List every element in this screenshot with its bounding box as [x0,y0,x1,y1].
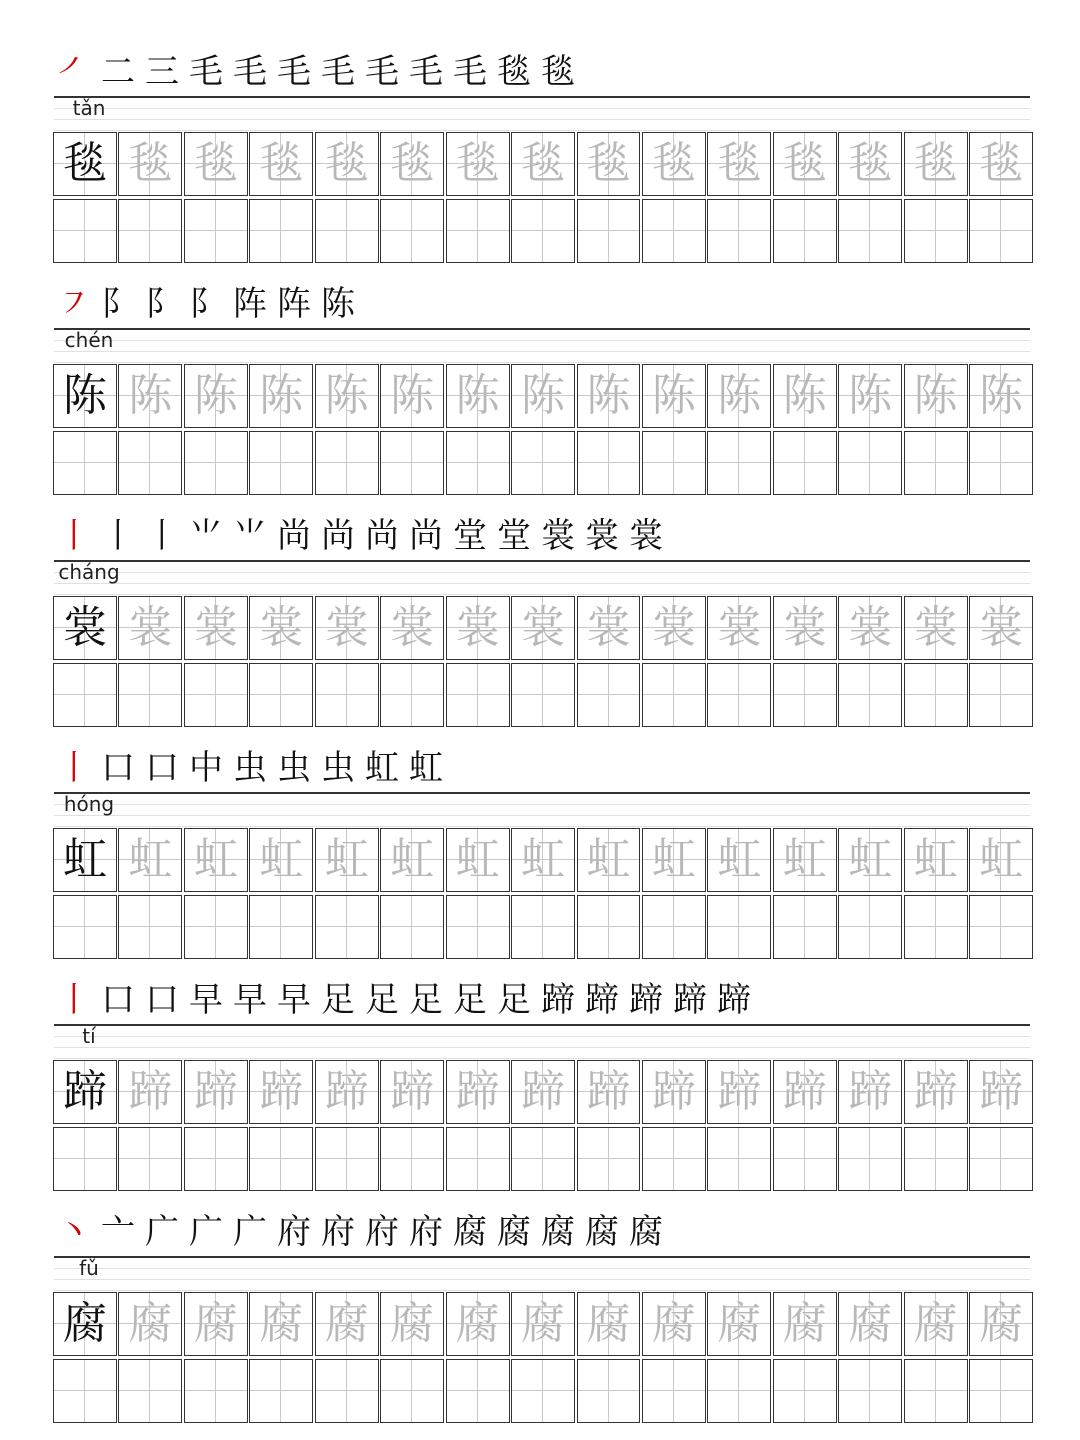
practice-cell[interactable] [773,1127,837,1191]
practice-cell[interactable] [838,895,902,959]
practice-cell[interactable] [707,1359,771,1423]
trace-character[interactable]: 蹄 [446,1060,510,1124]
practice-cell[interactable] [773,663,837,727]
practice-cell[interactable] [380,1127,444,1191]
trace-character[interactable]: 虹 [773,828,837,892]
stroke-step: 丶 [57,1212,91,1252]
practice-cell[interactable] [511,663,575,727]
practice-cell[interactable] [577,431,641,495]
trace-character[interactable]: 虹 [577,828,641,892]
stroke-step: 毯 [497,52,531,92]
trace-character[interactable]: 陈 [380,364,444,428]
trace-character[interactable]: 虹 [380,828,444,892]
trace-character[interactable]: 毯 [249,132,313,196]
trace-character[interactable]: 蹄 [642,1060,706,1124]
stroke-step: 早 [233,980,267,1020]
practice-cell[interactable] [118,1359,182,1423]
character-section [0,742,1080,974]
trace-character[interactable]: 蹄 [577,1060,641,1124]
trace-character[interactable]: 虹 [511,828,575,892]
trace-character[interactable]: 毯 [577,132,641,196]
practice-cell[interactable] [118,199,182,263]
stroke-step: 毛 [233,52,267,92]
practice-cell[interactable] [511,431,575,495]
practice-cell[interactable] [969,895,1033,959]
stroke-step: 阝 [101,284,135,324]
practice-cell[interactable] [969,663,1033,727]
stroke-step: 堂 [453,516,487,556]
trace-character[interactable]: 裳 [511,596,575,660]
stroke-step: 阝 [145,284,179,324]
practice-cell[interactable] [904,1127,968,1191]
trace-character[interactable]: 蹄 [184,1060,248,1124]
stroke-step: 丨 [57,516,91,556]
pinyin-line [54,560,1030,597]
trace-character[interactable]: 蹄 [904,1060,968,1124]
trace-character[interactable]: 腐 [707,1292,771,1356]
trace-character[interactable]: 腐 [773,1292,837,1356]
stroke-step: 蹄 [673,980,707,1020]
trace-character[interactable]: 毯 [642,132,706,196]
stroke-step: 蹄 [585,980,619,1020]
stroke-step: 阵 [277,284,311,324]
stroke-step: 丨 [57,748,91,788]
stroke-step: 虹 [409,748,443,788]
practice-cell[interactable] [642,199,706,263]
practice-cell[interactable] [380,431,444,495]
practice-cell[interactable] [53,1359,117,1423]
stroke-step: 足 [365,980,399,1020]
stroke-order-sequence [54,46,1014,98]
trace-character[interactable]: 裳 [249,596,313,660]
practice-cell[interactable] [577,895,641,959]
stroke-step: 尚 [277,516,311,556]
practice-cell[interactable] [118,663,182,727]
trace-character[interactable]: 陈 [707,364,771,428]
pinyin-label: hóng [63,792,115,816]
practice-cell[interactable] [642,895,706,959]
practice-cell[interactable] [511,895,575,959]
trace-character[interactable]: 裳 [838,596,902,660]
trace-character[interactable]: 虹 [249,828,313,892]
trace-character[interactable]: 腐 [315,1292,379,1356]
stroke-step: 裳 [629,516,663,556]
trace-character[interactable]: 蹄 [511,1060,575,1124]
trace-character[interactable]: 裳 [642,596,706,660]
stroke-order-sequence [54,974,1014,1026]
stroke-order-sequence [54,1206,1014,1258]
stroke-step: 口 [145,748,179,788]
trace-character[interactable]: 陈 [249,364,313,428]
practice-cell[interactable] [118,895,182,959]
trace-character[interactable]: 毯 [838,132,902,196]
stroke-step: 腐 [585,1212,619,1252]
practice-cell[interactable] [904,663,968,727]
trace-character[interactable]: 陈 [511,364,575,428]
stroke-step: 中 [189,748,223,788]
practice-cell[interactable] [249,1127,313,1191]
trace-character[interactable]: 陈 [773,364,837,428]
trace-character[interactable]: 毯 [511,132,575,196]
pinyin-line [54,96,1030,133]
practice-cell[interactable] [773,1359,837,1423]
stroke-step: 尚 [321,516,355,556]
trace-character[interactable]: 虹 [184,828,248,892]
stroke-step: 府 [277,1212,311,1252]
practice-cell[interactable] [380,199,444,263]
stroke-step: 二 [101,52,135,92]
practice-cell[interactable] [249,199,313,263]
practice-cell[interactable] [707,663,771,727]
trace-character[interactable]: 蹄 [773,1060,837,1124]
stroke-step: ㇒ [57,52,91,92]
model-character: 毯 [53,132,117,196]
stroke-step: 陈 [321,284,355,324]
trace-character[interactable]: 陈 [118,364,182,428]
trace-character[interactable]: 虹 [969,828,1033,892]
practice-cell[interactable] [53,895,117,959]
stroke-order-sequence [54,278,1014,330]
stroke-step: 腐 [497,1212,531,1252]
practice-cell[interactable] [315,895,379,959]
model-row [53,1292,1033,1356]
practice-cell[interactable] [184,663,248,727]
pinyin-line [54,1024,1030,1061]
stroke-step: 口 [101,748,135,788]
stroke-step: 广 [233,1212,267,1252]
stroke-step: ⺌ [189,516,223,556]
trace-character[interactable]: 裳 [315,596,379,660]
stroke-step: 虫 [277,748,311,788]
practice-cell[interactable] [642,663,706,727]
practice-row [53,1359,1033,1423]
practice-cell[interactable] [773,431,837,495]
character-section [0,278,1080,510]
practice-cell[interactable] [446,895,510,959]
stroke-step: 裳 [585,516,619,556]
practice-cell[interactable] [838,663,902,727]
practice-cell[interactable] [53,199,117,263]
practice-cell[interactable] [53,663,117,727]
practice-cell[interactable] [577,199,641,263]
stroke-step: 府 [321,1212,355,1252]
practice-cell[interactable] [642,431,706,495]
stroke-step: 早 [189,980,223,1020]
practice-cell[interactable] [969,431,1033,495]
stroke-step: 毯 [541,52,575,92]
trace-character[interactable]: 虹 [315,828,379,892]
practice-cell[interactable] [969,1359,1033,1423]
stroke-step: 虹 [365,748,399,788]
stroke-step: 阝 [189,284,223,324]
practice-cell[interactable] [249,663,313,727]
pinyin-label: cháng [58,560,120,584]
practice-cell[interactable] [315,663,379,727]
practice-cell[interactable] [446,663,510,727]
practice-row [53,199,1033,263]
trace-character[interactable]: 腐 [118,1292,182,1356]
practice-cell[interactable] [904,199,968,263]
practice-cell[interactable] [904,1359,968,1423]
trace-character[interactable]: 陈 [184,364,248,428]
stroke-step: 早 [277,980,311,1020]
stroke-step: 尚 [409,516,443,556]
trace-character[interactable]: 蹄 [838,1060,902,1124]
practice-cell[interactable] [904,431,968,495]
stroke-step: 毛 [189,52,223,92]
pinyin-line [54,328,1030,365]
stroke-step: 虫 [233,748,267,788]
stroke-step: 毛 [409,52,443,92]
trace-character[interactable]: 陈 [904,364,968,428]
practice-cell[interactable] [380,895,444,959]
trace-character[interactable]: 裳 [969,596,1033,660]
trace-character[interactable]: 蹄 [969,1060,1033,1124]
trace-character[interactable]: 虹 [118,828,182,892]
practice-cell[interactable] [249,1359,313,1423]
stroke-step: 腐 [541,1212,575,1252]
practice-row [53,1127,1033,1191]
trace-character[interactable]: 毯 [904,132,968,196]
trace-character[interactable]: 裳 [380,596,444,660]
trace-character[interactable]: 裳 [118,596,182,660]
trace-character[interactable]: 腐 [511,1292,575,1356]
stroke-step: 腐 [453,1212,487,1252]
trace-character[interactable]: 毯 [446,132,510,196]
character-section [0,1206,1080,1438]
practice-cell[interactable] [118,1127,182,1191]
stroke-step: 广 [145,1212,179,1252]
trace-character[interactable]: 毯 [380,132,444,196]
practice-cell[interactable] [380,1359,444,1423]
stroke-step: 蹄 [541,980,575,1020]
stroke-step: 堂 [497,516,531,556]
stroke-step: 丨 [145,516,179,556]
pinyin-label: chén [64,328,114,352]
pinyin-label: tǎn [72,96,106,120]
practice-cell[interactable] [577,1127,641,1191]
practice-cell[interactable] [184,1127,248,1191]
stroke-step: 足 [321,980,355,1020]
practice-cell[interactable] [707,1127,771,1191]
practice-cell[interactable] [380,663,444,727]
stroke-step: 毛 [453,52,487,92]
model-row [53,828,1033,892]
stroke-step: 阵 [233,284,267,324]
practice-cell[interactable] [838,1127,902,1191]
trace-character[interactable]: 虹 [838,828,902,892]
trace-character[interactable]: 裳 [446,596,510,660]
practice-cell[interactable] [642,1127,706,1191]
trace-character[interactable]: 腐 [642,1292,706,1356]
pinyin-line [54,792,1030,829]
trace-character[interactable]: 裳 [577,596,641,660]
trace-character[interactable]: 蹄 [249,1060,313,1124]
practice-cell[interactable] [511,1359,575,1423]
trace-character[interactable]: 裳 [184,596,248,660]
trace-character[interactable]: 陈 [838,364,902,428]
practice-cell[interactable] [184,895,248,959]
stroke-step: 广 [189,1212,223,1252]
trace-character[interactable]: 腐 [904,1292,968,1356]
stroke-step: 足 [453,980,487,1020]
trace-character[interactable]: 陈 [315,364,379,428]
practice-cell[interactable] [446,199,510,263]
trace-character[interactable]: 腐 [446,1292,510,1356]
stroke-step: 亠 [101,1212,135,1252]
practice-cell[interactable] [446,431,510,495]
practice-row [53,663,1033,727]
practice-row [53,895,1033,959]
stroke-step: 虫 [321,748,355,788]
practice-cell[interactable] [315,1127,379,1191]
practice-cell[interactable] [511,1127,575,1191]
trace-character[interactable]: 蹄 [118,1060,182,1124]
trace-character[interactable]: 腐 [969,1292,1033,1356]
practice-cell[interactable] [577,1359,641,1423]
character-section [0,974,1080,1206]
stroke-order-sequence [54,742,1014,794]
trace-character[interactable]: 腐 [380,1292,444,1356]
stroke-step: 口 [145,980,179,1020]
stroke-step: 三 [145,52,179,92]
pinyin-label: tí [82,1024,96,1048]
stroke-step: 丨 [101,516,135,556]
practice-cell[interactable] [707,431,771,495]
stroke-step: 毛 [321,52,355,92]
stroke-step: ⺌ [233,516,267,556]
model-row [53,1060,1033,1124]
practice-cell[interactable] [53,431,117,495]
trace-character[interactable]: 虹 [642,828,706,892]
practice-cell[interactable] [249,431,313,495]
practice-cell[interactable] [184,199,248,263]
model-row [53,596,1033,660]
character-section [0,510,1080,742]
trace-character[interactable]: 腐 [249,1292,313,1356]
practice-cell[interactable] [642,1359,706,1423]
stroke-step: 尚 [365,516,399,556]
practice-cell[interactable] [577,663,641,727]
practice-cell[interactable] [511,199,575,263]
practice-cell[interactable] [184,1359,248,1423]
practice-cell[interactable] [184,431,248,495]
practice-cell[interactable] [446,1359,510,1423]
trace-character[interactable]: 陈 [577,364,641,428]
model-character: 陈 [53,364,117,428]
practice-cell[interactable] [118,431,182,495]
trace-character[interactable]: 毯 [184,132,248,196]
practice-cell[interactable] [773,199,837,263]
stroke-step: 毛 [277,52,311,92]
practice-cell[interactable] [838,431,902,495]
practice-cell[interactable] [707,895,771,959]
stroke-step: 府 [409,1212,443,1252]
practice-cell[interactable] [773,895,837,959]
trace-character[interactable]: 毯 [773,132,837,196]
trace-character[interactable]: 陈 [446,364,510,428]
practice-cell[interactable] [315,1359,379,1423]
trace-character[interactable]: 虹 [904,828,968,892]
model-row [53,132,1033,196]
practice-cell[interactable] [838,1359,902,1423]
trace-character[interactable]: 蹄 [315,1060,379,1124]
stroke-step: 蹄 [717,980,751,1020]
practice-cell[interactable] [315,199,379,263]
practice-cell[interactable] [969,199,1033,263]
model-character: 虹 [53,828,117,892]
stroke-step: 口 [101,980,135,1020]
stroke-step: 足 [409,980,443,1020]
trace-character[interactable]: 腐 [184,1292,248,1356]
stroke-step: 足 [497,980,531,1020]
stroke-step: 府 [365,1212,399,1252]
practice-cell[interactable] [707,199,771,263]
trace-character[interactable]: 毯 [969,132,1033,196]
trace-character[interactable]: 毯 [118,132,182,196]
trace-character[interactable]: 裳 [707,596,771,660]
practice-cell[interactable] [53,1127,117,1191]
trace-character[interactable]: 裳 [773,596,837,660]
stroke-step: 裳 [541,516,575,556]
stroke-step: ㇇ [57,284,91,324]
stroke-step: 毛 [365,52,399,92]
practice-cell[interactable] [446,1127,510,1191]
trace-character[interactable]: 虹 [707,828,771,892]
pinyin-label: fǔ [79,1256,99,1280]
trace-character[interactable]: 陈 [642,364,706,428]
character-section [0,46,1080,278]
trace-character[interactable]: 毯 [315,132,379,196]
trace-character[interactable]: 毯 [707,132,771,196]
stroke-step: 蹄 [629,980,663,1020]
practice-cell[interactable] [969,1127,1033,1191]
stroke-order-sequence [54,510,1014,562]
trace-character[interactable]: 蹄 [380,1060,444,1124]
trace-character[interactable]: 腐 [838,1292,902,1356]
model-character: 腐 [53,1292,117,1356]
trace-character[interactable]: 蹄 [707,1060,771,1124]
stroke-step: 丨 [57,980,91,1020]
model-character: 蹄 [53,1060,117,1124]
trace-character[interactable]: 陈 [969,364,1033,428]
pinyin-line [54,1256,1030,1293]
trace-character[interactable]: 虹 [446,828,510,892]
practice-cell[interactable] [249,895,313,959]
practice-cell[interactable] [315,431,379,495]
practice-cell[interactable] [838,199,902,263]
stroke-step: 腐 [629,1212,663,1252]
model-row [53,364,1033,428]
trace-character[interactable]: 裳 [904,596,968,660]
practice-row [53,431,1033,495]
practice-cell[interactable] [904,895,968,959]
trace-character[interactable]: 腐 [577,1292,641,1356]
model-character: 裳 [53,596,117,660]
